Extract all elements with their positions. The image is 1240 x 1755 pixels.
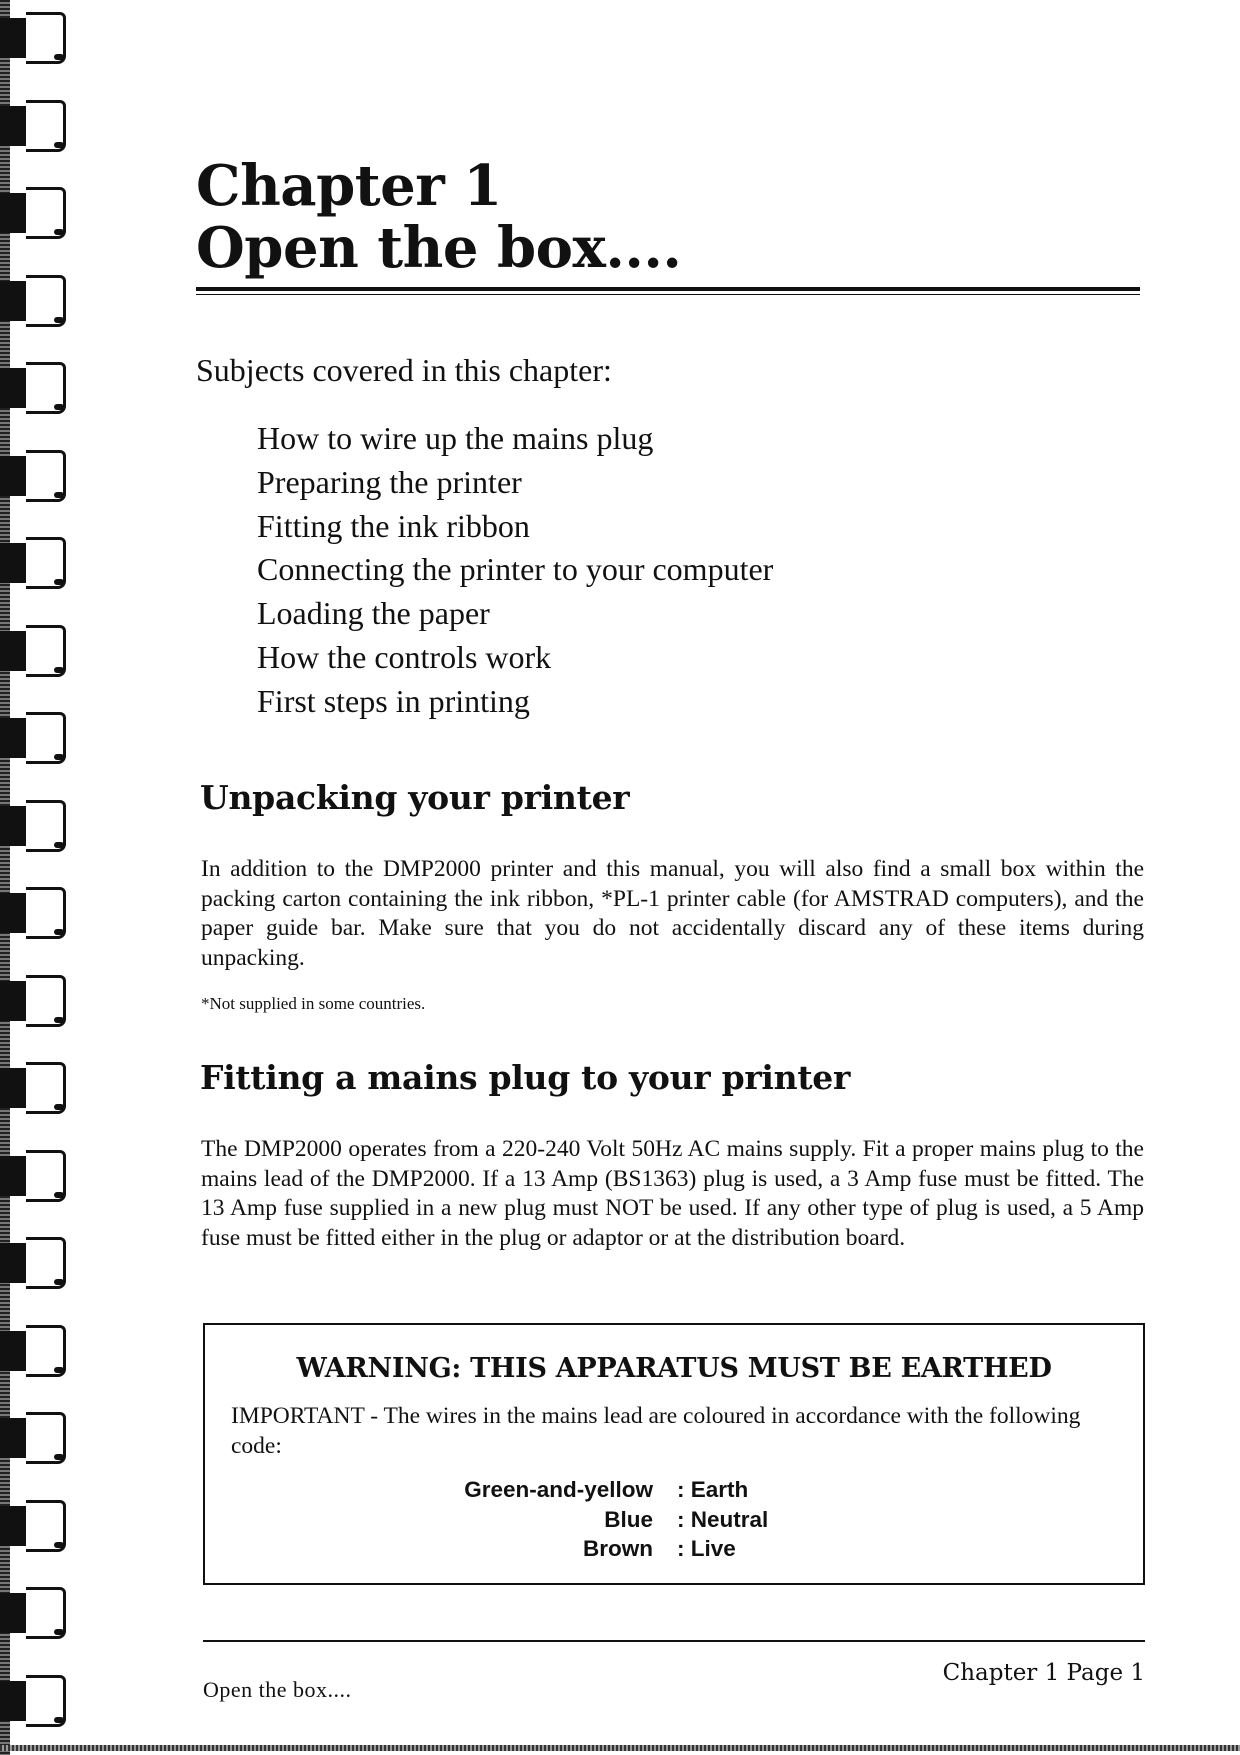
wire-code-table: [205, 1475, 1143, 1564]
binding-ring: [0, 1146, 66, 1206]
binding-ring: [0, 971, 66, 1031]
wire-colour: Green-and-yellow: [464, 1477, 653, 1502]
list-item: Connecting the printer to your computer: [257, 551, 774, 588]
wire-role: : Earth: [677, 1477, 749, 1502]
footer-rule: [203, 1640, 1145, 1642]
wire-code-row: [205, 1505, 1143, 1535]
subjects-list: [257, 417, 773, 724]
wire-colour: Blue: [604, 1506, 653, 1532]
binding-ring: [0, 358, 66, 418]
binding-ring: [0, 533, 66, 593]
spiral-binding: [0, 0, 80, 1755]
list-item: Preparing the printer: [257, 463, 522, 500]
binding-ring: [0, 883, 66, 943]
wire-role: : Live: [677, 1536, 736, 1561]
list-item: How to wire up the mains plug: [257, 420, 654, 456]
binding-ring: [0, 1321, 66, 1381]
binding-ring: [0, 796, 66, 856]
list-item: Fitting the ink ribbon: [257, 507, 530, 544]
warning-text: IMPORTANT - The wires in the mains lead are coloured in accordance with the following code:: [231, 1403, 1081, 1459]
footnote: *Not supplied in some countries.: [201, 994, 426, 1013]
chapter-heading: [196, 155, 681, 279]
heading-rule-thick: [196, 287, 1140, 291]
wire-colour: Brown: [583, 1536, 653, 1561]
unpacking-paragraph: In addition to the DMP2000 printer and this manual, you will also find a small box within the packing carton containing the ink ribbon, *PL-1 printer cable (for AMSTRAD computers), and the paper guide bar. Make sure that you do not accidentally discard any of these items during unpacking.: [201, 856, 1144, 971]
binding-ring: [0, 1583, 66, 1643]
binding-ring: [0, 446, 66, 506]
chapter-title: Open the box....: [196, 215, 682, 281]
binding-ring: [0, 8, 66, 68]
list-item: Loading the paper: [257, 595, 490, 632]
list-item: How the controls work: [257, 638, 552, 675]
page-bottom-edge: [0, 1745, 1240, 1751]
binding-ring: [0, 271, 66, 331]
wire-role: : Neutral: [677, 1506, 769, 1532]
binding-ring: [0, 1408, 66, 1468]
chapter-number: Chapter 1: [196, 153, 502, 219]
binding-ring: [0, 1233, 66, 1293]
page-number: Chapter 1 Page 1: [942, 1660, 1145, 1686]
binding-ring: [0, 621, 66, 681]
binding-edge: [0, 0, 10, 1755]
heading-rule-thin: [196, 294, 1140, 295]
wire-code-row: [205, 1534, 1143, 1564]
binding-ring: [0, 1058, 66, 1118]
footer-chapter-title: Open the box....: [203, 1677, 352, 1702]
wire-code-row: [205, 1475, 1143, 1505]
binding-ring: [0, 708, 66, 768]
subjects-lead: Subjects covered in this chapter:: [196, 352, 612, 388]
list-item: First steps in printing: [257, 682, 530, 719]
binding-ring: [0, 96, 66, 156]
unpacking-heading: Unpacking your printer: [200, 778, 630, 817]
plug-heading: Fitting a mains plug to your printer: [200, 1058, 851, 1097]
warning-title: WARNING: THIS APPARATUS MUST BE EARTHED: [296, 1353, 1052, 1384]
binding-ring: [0, 183, 66, 243]
plug-paragraph: The DMP2000 operates from a 220-240 Volt 50Hz AC mains supply. Fit a proper mains plug to the mains lead of the DMP2000. If a 13 Amp (BS1363) plug is used, a 3 Amp fuse must be fitted. The 13 Amp fuse supplied in a new plug must NOT be used. If any other type of plug is used, a 5 Amp fuse must be fitted either in the plug or adaptor or at the distribution board.: [201, 1136, 1144, 1251]
binding-ring: [0, 1496, 66, 1556]
binding-ring: [0, 1671, 66, 1731]
warning-box: [203, 1323, 1145, 1585]
